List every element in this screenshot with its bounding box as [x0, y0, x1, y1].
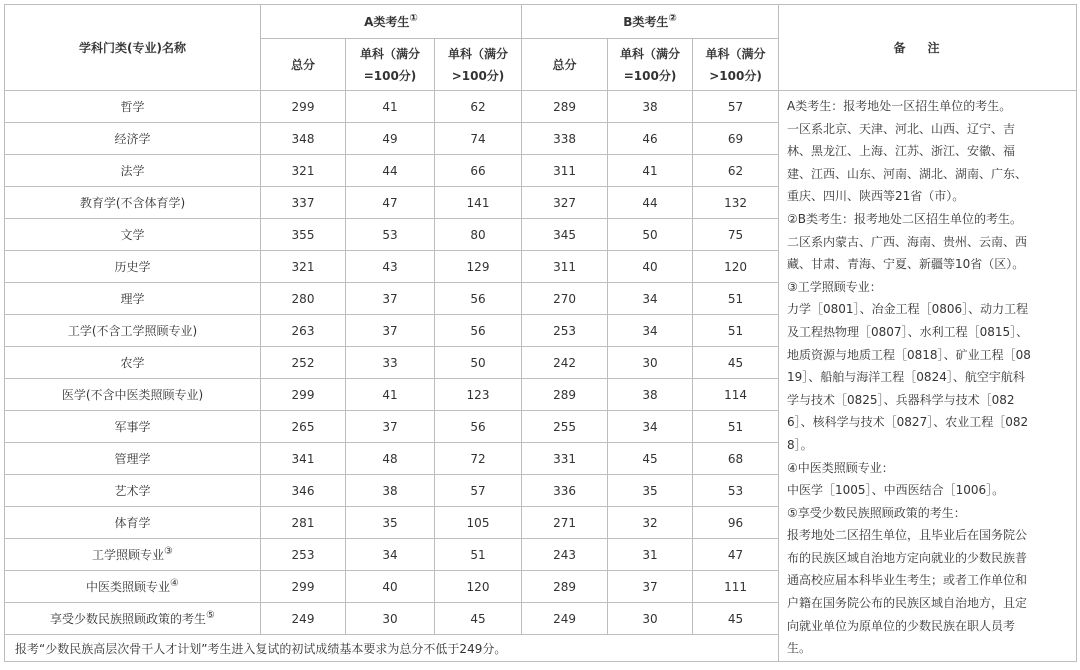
score-a-single-gt: 57	[435, 475, 522, 507]
note-line: 二区系内蒙古、广西、海南、贵州、云南、西	[787, 234, 1028, 249]
score-b-total: 289	[522, 91, 608, 123]
subject-name: 管理学	[5, 443, 261, 475]
footer-note: 报考“少数民族高层次骨干人才计划”考生进入复试的初试成绩基本要求为总分不低于249分。	[5, 635, 779, 662]
score-b-single-gt: 45	[693, 347, 779, 379]
score-table-container	[4, 4, 1077, 662]
score-b-total: 311	[522, 251, 608, 283]
score-b-single-gt: 68	[693, 443, 779, 475]
score-a-single-le: 41	[346, 91, 435, 123]
score-a-single-gt: 105	[435, 507, 522, 539]
note-line: 19］、船舶与海洋工程［0824］、航空宇航科	[787, 370, 1025, 385]
note-line: 8］。	[787, 437, 813, 452]
note-line: A类考生：报考地处一区招生单位的考生。	[787, 99, 1012, 113]
score-b-single-le: 34	[608, 283, 693, 315]
subject-name: 农学	[5, 347, 261, 379]
subject-name: 中医类照顾专业④	[5, 571, 261, 603]
score-a-single-le: 40	[346, 571, 435, 603]
note-line: 一区系北京、天津、河北、山西、辽宁、吉	[787, 121, 1016, 136]
score-a-single-le: 47	[346, 187, 435, 219]
score-b-single-le: 40	[608, 251, 693, 283]
note-line: ②B类考生：报考地处二区招生单位的考生。	[787, 211, 1023, 226]
header-a-total: 总分	[261, 39, 346, 91]
score-b-single-le: 38	[608, 91, 693, 123]
score-b-single-gt: 111	[693, 571, 779, 603]
note-line: 户籍在国务院公布的民族区域自治地方，且定	[787, 596, 1028, 611]
score-b-single-gt: 75	[693, 219, 779, 251]
note-line: 及工程热物理［0807］、水利工程［0815］、	[787, 324, 1029, 339]
header-a-single-gt: 单科（满分>100分)	[435, 39, 522, 91]
score-a-single-le: 48	[346, 443, 435, 475]
subject-name: 理学	[5, 283, 261, 315]
score-a-total: 263	[261, 315, 346, 347]
note-line: 布的民族区域自治地方定向就业的少数民族普	[787, 550, 1028, 565]
header-subject: 学科门类(专业)名称	[5, 5, 261, 91]
score-b-single-le: 50	[608, 219, 693, 251]
score-b-total: 249	[522, 603, 608, 635]
score-a-total: 348	[261, 123, 346, 155]
score-b-total: 345	[522, 219, 608, 251]
score-a-single-le: 49	[346, 123, 435, 155]
score-b-single-le: 34	[608, 411, 693, 443]
subject-name: 文学	[5, 219, 261, 251]
note-line: 报考地处二区招生单位，且毕业后在国务院公	[787, 528, 1028, 543]
score-b-single-le: 35	[608, 475, 693, 507]
subject-name: 法学	[5, 155, 261, 187]
header-group-b: B类考生②	[522, 5, 779, 39]
score-a-total: 252	[261, 347, 346, 379]
score-b-total: 270	[522, 283, 608, 315]
note-line: ⑤享受少数民族照顾政策的考生：	[787, 505, 966, 520]
subject-name: 哲学	[5, 91, 261, 123]
score-a-single-le: 34	[346, 539, 435, 571]
header-group-a: A类考生①	[261, 5, 522, 39]
score-a-single-gt: 141	[435, 187, 522, 219]
score-a-total: 249	[261, 603, 346, 635]
note-line: 中医学［1005］、中西医结合［1006］。	[787, 483, 1005, 498]
subject-name: 体育学	[5, 507, 261, 539]
header-b-single-gt: 单科（满分>100分)	[693, 39, 779, 91]
score-a-total: 281	[261, 507, 346, 539]
score-a-total: 299	[261, 571, 346, 603]
note-line: 力学［0801］、冶金工程［0806］、动力工程	[787, 302, 1029, 317]
score-b-total: 289	[522, 571, 608, 603]
score-b-single-le: 30	[608, 603, 693, 635]
score-a-single-gt: 72	[435, 443, 522, 475]
note-line: 地质资源与地质工程［0818］、矿业工程［08	[787, 347, 1031, 362]
subject-name: 经济学	[5, 123, 261, 155]
subject-name: 工学(不含工学照顾专业)	[5, 315, 261, 347]
score-b-single-le: 44	[608, 187, 693, 219]
score-a-single-gt: 56	[435, 411, 522, 443]
subject-name: 历史学	[5, 251, 261, 283]
subject-name: 医学(不含中医类照顾专业)	[5, 379, 261, 411]
score-a-total: 341	[261, 443, 346, 475]
subject-name: 工学照顾专业③	[5, 539, 261, 571]
header-b-single-le: 单科（满分=100分)	[608, 39, 693, 91]
score-a-single-gt: 120	[435, 571, 522, 603]
score-b-single-le: 45	[608, 443, 693, 475]
score-a-single-le: 33	[346, 347, 435, 379]
score-a-single-le: 43	[346, 251, 435, 283]
note-line: 6］、核科学与技术［0827］、农业工程［082	[787, 415, 1029, 430]
score-a-single-gt: 66	[435, 155, 522, 187]
score-b-total: 336	[522, 475, 608, 507]
score-a-total: 265	[261, 411, 346, 443]
score-a-single-gt: 45	[435, 603, 522, 635]
note-line: 通高校应届本科毕业生考生；或者工作单位和	[787, 573, 1028, 588]
score-a-single-le: 30	[346, 603, 435, 635]
subject-name: 教育学(不含体育学)	[5, 187, 261, 219]
score-b-single-gt: 45	[693, 603, 779, 635]
score-a-single-gt: 74	[435, 123, 522, 155]
score-b-single-le: 41	[608, 155, 693, 187]
score-a-single-gt: 129	[435, 251, 522, 283]
score-b-total: 253	[522, 315, 608, 347]
score-b-single-gt: 96	[693, 507, 779, 539]
score-b-single-gt: 69	[693, 123, 779, 155]
note-line: ③工学照顾专业：	[787, 279, 882, 294]
score-a-total: 337	[261, 187, 346, 219]
score-a-single-le: 38	[346, 475, 435, 507]
score-b-total: 327	[522, 187, 608, 219]
score-a-single-gt: 50	[435, 347, 522, 379]
score-a-single-gt: 80	[435, 219, 522, 251]
score-table	[4, 4, 1077, 662]
score-b-total: 331	[522, 443, 608, 475]
header-a-single-le: 单科（满分=100分)	[346, 39, 435, 91]
subject-name: 艺术学	[5, 475, 261, 507]
score-a-single-gt: 123	[435, 379, 522, 411]
subject-name: 军事学	[5, 411, 261, 443]
score-a-single-gt: 56	[435, 315, 522, 347]
score-b-single-gt: 47	[693, 539, 779, 571]
score-a-total: 299	[261, 379, 346, 411]
score-b-single-le: 30	[608, 347, 693, 379]
score-a-single-gt: 51	[435, 539, 522, 571]
score-a-total: 280	[261, 283, 346, 315]
score-a-total: 253	[261, 539, 346, 571]
table-body	[5, 91, 1077, 662]
note-line: 学与技术［0825］、兵器科学与技术［082	[787, 392, 1015, 407]
score-b-single-le: 38	[608, 379, 693, 411]
score-a-single-le: 35	[346, 507, 435, 539]
score-b-total: 289	[522, 379, 608, 411]
score-a-total: 321	[261, 155, 346, 187]
score-b-total: 338	[522, 123, 608, 155]
score-b-single-gt: 51	[693, 411, 779, 443]
score-a-single-le: 37	[346, 283, 435, 315]
note-line: 重庆、四川、陕西等21省（市）。	[787, 189, 965, 204]
score-a-total: 321	[261, 251, 346, 283]
table-row	[5, 91, 1077, 123]
notes-cell	[779, 91, 1077, 662]
score-a-single-le: 41	[346, 379, 435, 411]
score-b-single-le: 31	[608, 539, 693, 571]
subject-name: 享受少数民族照顾政策的考生⑤	[5, 603, 261, 635]
note-line: 建、江西、山东、河南、湖北、湖南、广东、	[787, 166, 1028, 181]
note-line: 向就业单位为原单位的少数民族在职人员考	[787, 618, 1016, 633]
score-a-single-gt: 56	[435, 283, 522, 315]
score-b-single-gt: 120	[693, 251, 779, 283]
note-line: 生。	[787, 641, 812, 656]
score-a-single-le: 37	[346, 411, 435, 443]
score-b-total: 255	[522, 411, 608, 443]
score-b-total: 311	[522, 155, 608, 187]
header-notes: 备注	[779, 5, 1077, 91]
score-b-single-le: 32	[608, 507, 693, 539]
score-b-single-gt: 57	[693, 91, 779, 123]
score-b-single-gt: 132	[693, 187, 779, 219]
score-b-total: 242	[522, 347, 608, 379]
score-b-single-gt: 62	[693, 155, 779, 187]
note-line: 藏、甘肃、青海、宁夏、新疆等10省（区）。	[787, 257, 1025, 272]
score-b-single-le: 37	[608, 571, 693, 603]
score-b-single-le: 34	[608, 315, 693, 347]
score-a-single-le: 53	[346, 219, 435, 251]
score-b-single-gt: 51	[693, 283, 779, 315]
score-a-single-le: 37	[346, 315, 435, 347]
score-a-total: 346	[261, 475, 346, 507]
score-b-total: 271	[522, 507, 608, 539]
score-b-single-le: 46	[608, 123, 693, 155]
score-b-single-gt: 114	[693, 379, 779, 411]
score-a-single-gt: 62	[435, 91, 522, 123]
score-a-total: 299	[261, 91, 346, 123]
header-b-total: 总分	[522, 39, 608, 91]
note-line: ④中医类照顾专业：	[787, 460, 894, 475]
score-b-single-gt: 51	[693, 315, 779, 347]
note-line: 林、黑龙江、上海、江苏、浙江、安徽、福	[787, 144, 1016, 159]
score-a-single-le: 44	[346, 155, 435, 187]
score-a-total: 355	[261, 219, 346, 251]
score-b-total: 243	[522, 539, 608, 571]
score-b-single-gt: 53	[693, 475, 779, 507]
